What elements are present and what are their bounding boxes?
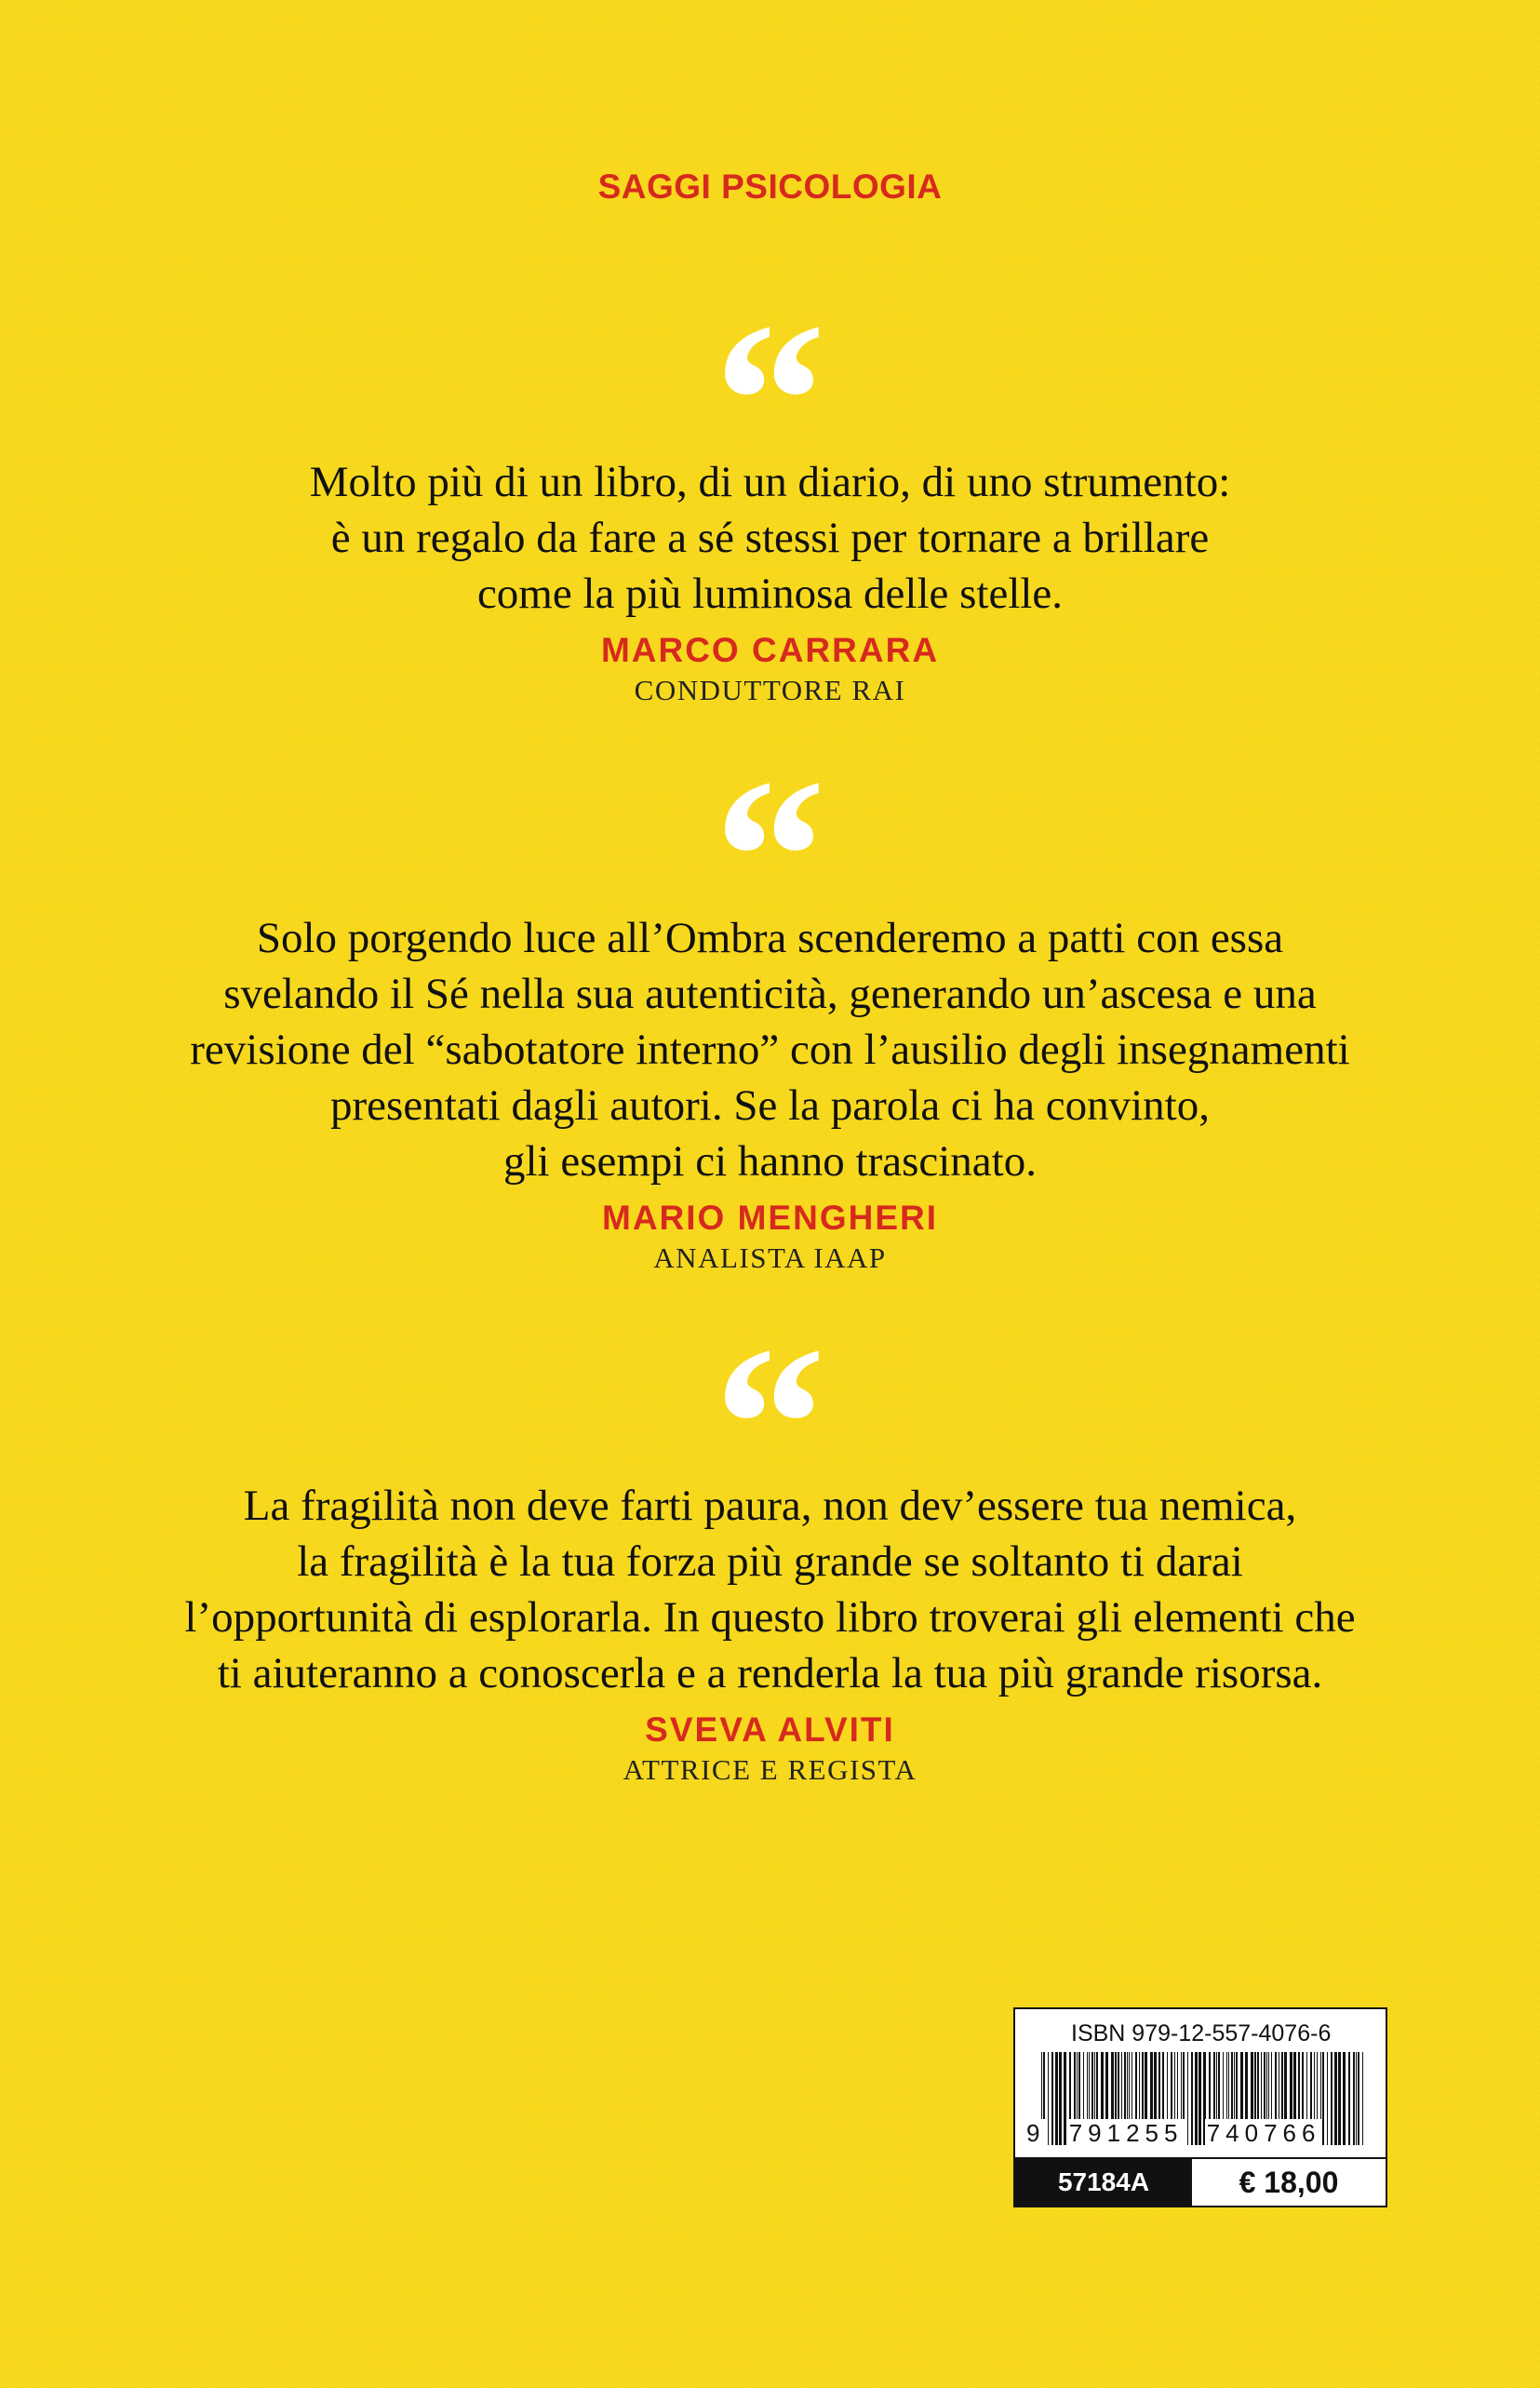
quote-mark-icon: “ [714,276,826,524]
testimonial-2 [0,732,1540,1275]
quote-author: MARIO MENGHERI [602,1199,938,1237]
quote-mark-icon: “ [714,732,826,980]
quote-line: come la più luminosa delle stelle. [476,570,1064,618]
quote-line: l’opportunità di esplorarla. In questo libro troverai gli elementi che [184,1593,1356,1642]
quote-line: svelando il Sé nella sua autenticità, generando un’ascesa e una [223,970,1317,1018]
quote-line: gli esempi ci hanno trascinato. [503,1137,1037,1186]
testimonial-1 [0,276,1540,707]
category-label: SAGGI PSICOLOGIA [597,168,943,206]
testimonial-3 [0,1300,1540,1787]
code-price-row [1015,2157,1386,2206]
barcode-digits [1024,2119,1378,2148]
quote-line: Molto più di un libro, di un diario, di uno strumento: [309,458,1231,506]
barcode-digit-group: 9 [1026,2119,1046,2147]
quote-author-role: ANALISTA IAAP [653,1241,887,1274]
quote-line: la fragilità è la tua forza più grande se soltanto ti darai [297,1537,1243,1586]
quote-text [0,910,1540,1189]
price-label: € 18,00 [1239,2165,1339,2199]
quote-text [0,1478,1540,1701]
quote-line: è un regalo da fare a sé stessi per tornare a brillare [330,514,1210,562]
isbn-label: ISBN 979-12-557-4076-6 [1071,2020,1332,2046]
quote-mark-icon: “ [714,1300,826,1548]
quote-line: presentati dagli autori. Se la parola ci ha convinto, [330,1081,1210,1130]
barcode-digit-group: 791255 [1068,2119,1184,2147]
quote-author-role: CONDUTTORE RAI [634,674,906,706]
barcode-box [1013,2007,1387,2207]
product-code: 57184A [1015,2159,1192,2206]
quote-author: SVEVA ALVITI [645,1711,895,1749]
quote-line: Solo porgendo luce all’Ombra scenderemo a patti con essa [256,914,1284,962]
quote-line: La fragilità non deve farti paura, non dev’essere tua nemica, [243,1482,1297,1530]
quote-author-role: ATTRICE E REGISTA [623,1753,917,1786]
quote-text [0,454,1540,622]
quote-line: revisione del “sabotatore interno” con l’ausilio degli insegnamenti [190,1026,1350,1074]
barcode-digit-group: 740766 [1206,2119,1321,2147]
quote-author: MARCO CARRARA [600,631,940,669]
quote-line: ti aiuteranno a conoscerla e a renderla la tua più grande risorsa. [217,1649,1323,1697]
